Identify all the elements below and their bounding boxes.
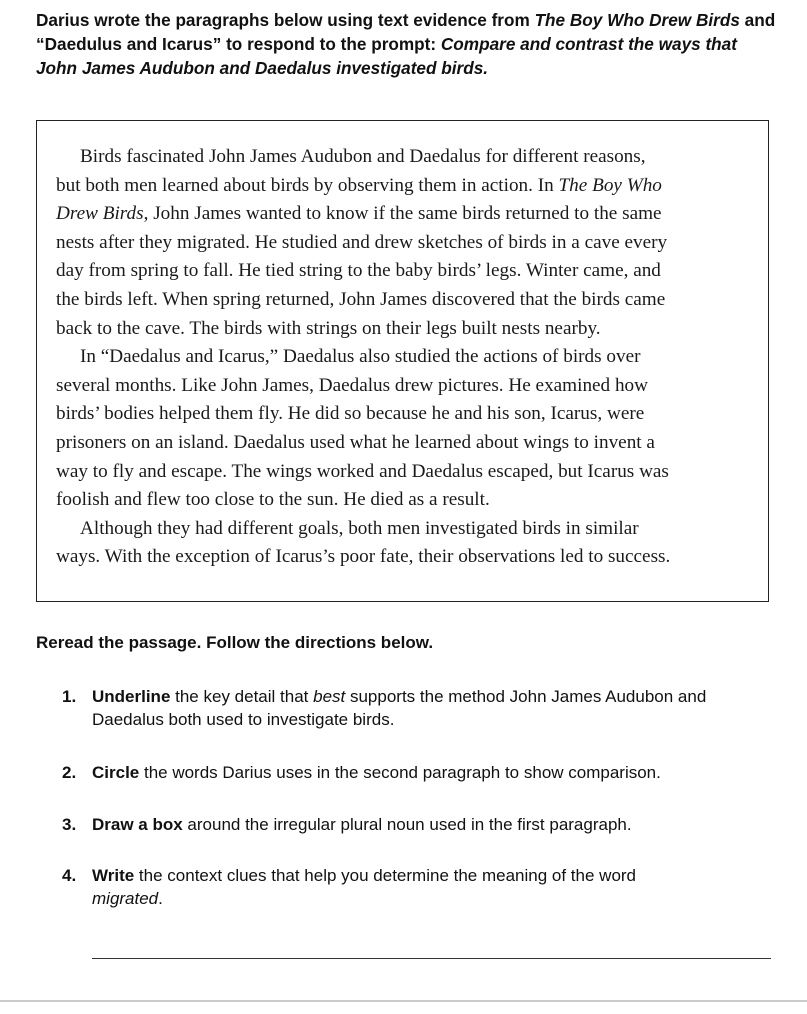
item-verb: Underline (92, 687, 171, 706)
passage-text-segment: , John James wanted to know if the same birds returned to the same (143, 203, 662, 225)
item-verb: Write (92, 866, 135, 885)
item-text: the context clues that help you determine the meaning of the word (134, 866, 637, 885)
item-number: 2. (62, 763, 77, 782)
passage-text-segment: Birds fascinated John James Audubon and Daedalus for different reasons, (80, 146, 646, 167)
passage-line (56, 172, 670, 201)
item-number: 4. (62, 866, 77, 885)
item-text: supports the method John James Audubon and Daedalus both used to investigate birds. (92, 687, 707, 729)
passage-text-segment: several months. Like John James, Daedalus drew pictures. He examined how (56, 374, 648, 396)
item-emphasis: best (313, 687, 346, 706)
item-text: the key detail that (170, 687, 314, 706)
passage-text-segment: nests after they migrated. He studied and drew sketches of birds in a cave every (56, 231, 668, 253)
passage-line (56, 343, 670, 372)
page-divider (0, 1000, 807, 1002)
book-title: The Boy Who Drew Birds (534, 10, 740, 30)
direction-item-3 (62, 813, 772, 836)
passage-text-segment: birds’ bodies helped them fly. He did so because he and his son, Icarus, were (56, 403, 645, 425)
passage-text-segment: back to the cave. The birds with strings on their legs built nests nearby. (56, 317, 601, 339)
passage-line (56, 286, 670, 315)
passage-line (56, 429, 670, 458)
passage-line (56, 400, 670, 429)
passage-line (56, 543, 670, 572)
passage-line (56, 229, 670, 258)
item-number: 3. (62, 815, 77, 834)
item-text: around the irregular plural noun used in the first paragraph. (182, 815, 632, 834)
passage-line (56, 515, 670, 544)
prompt-intro: Darius wrote the paragraphs below using text evidence from (36, 10, 535, 30)
passage-text-segment: way to fly and escape. The wings worked and Daedalus escaped, but Icarus was (56, 460, 669, 482)
direction-item-4 (62, 864, 702, 910)
passage-text-segment: In “Daedalus and Icarus,” Daedalus also studied the actions of birds over (80, 346, 641, 368)
passage-line (56, 315, 670, 344)
passage-text-segment: but both men learned about birds by observing them in action. In (56, 174, 559, 196)
item-emphasis: migrated (92, 889, 159, 908)
passage-line (56, 200, 670, 229)
direction-item-2 (62, 761, 772, 784)
item-verb: Circle (92, 763, 140, 782)
item-text: . (158, 889, 163, 908)
direction-item-1 (62, 685, 772, 731)
passage-text-segment: the birds left. When spring returned, John James discovered that the birds came (56, 288, 666, 310)
item-number: 1. (62, 687, 77, 706)
passage-text-segment: prisoners on an island. Daedalus used what he learned about wings to invent a (56, 431, 655, 453)
passage-text-segment: day from spring to fall. He tied string to the baby birds’ legs. Winter came, and (56, 260, 661, 282)
passage-line (56, 372, 670, 401)
passage-line (56, 486, 670, 515)
passage-text-segment: foolish and flew too close to the sun. He died as a result. (56, 489, 490, 511)
passage-text-segment: ways. With the exception of Icarus’s poor fate, their observations led to success. (56, 546, 671, 568)
passage-line (56, 257, 670, 286)
passage-italic-text: Drew Birds (56, 203, 144, 225)
prompt-question: Compare and contrast the ways that John James Audubon and Daedalus investigated birds. (36, 34, 737, 78)
answer-line[interactable] (92, 958, 771, 959)
passage-text-segment: Although they had different goals, both men investigated birds in similar (80, 517, 639, 539)
passage-line (56, 143, 670, 172)
prompt-middle: and “Daedulus and Icarus” to respond to the prompt: (36, 10, 776, 54)
prompt-text (36, 8, 776, 80)
item-verb: Draw a box (92, 815, 183, 834)
directions-heading: Reread the passage. Follow the directions below. (36, 633, 434, 652)
passage-line (56, 458, 670, 487)
passage-text[interactable] (56, 143, 670, 572)
item-text: the words Darius uses in the second paragraph to show comparison. (139, 763, 661, 782)
passage-italic-text: The Boy Who (558, 174, 662, 196)
